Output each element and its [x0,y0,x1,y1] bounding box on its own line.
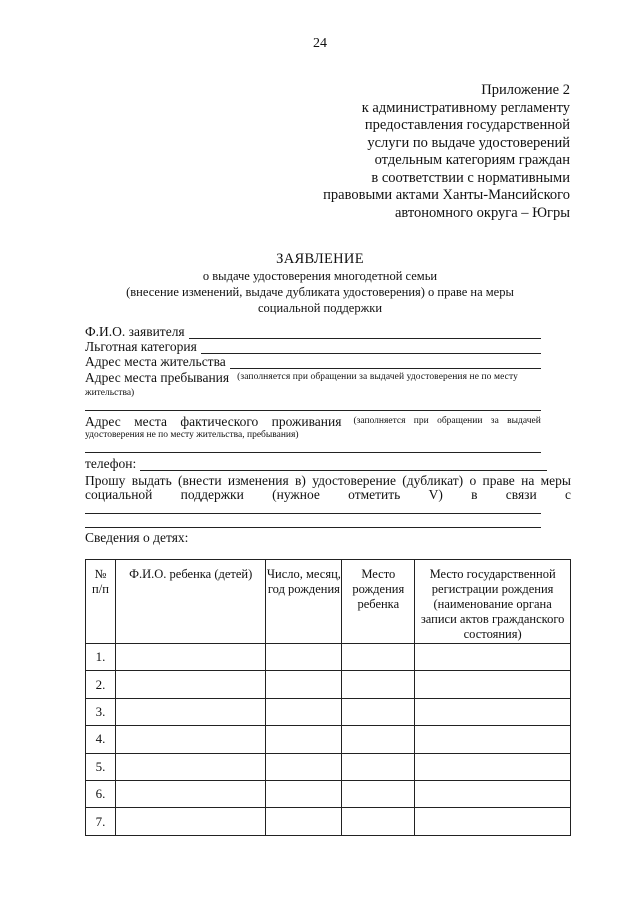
table-row [86,780,571,807]
children-section-label: Сведения о детях: [85,530,189,545]
residence-input-line[interactable] [230,356,541,369]
appendix-line: услуги по выдаче удостоверений [367,134,570,151]
cell-name[interactable] [115,808,266,835]
phone-label: телефон: [85,456,137,471]
fio-field[interactable] [85,324,541,339]
cell-registration[interactable] [415,698,571,725]
cell-birthdate[interactable] [266,726,342,753]
actual-note-continued: удостоверения не по месту жительства, пребывания) [85,430,299,440]
col-header-birthplace: Место рождения ребенка [342,560,415,644]
appendix-line: автономного округа – Югры [394,204,570,221]
title-line: о выдаче удостоверения многодетной семьи [202,269,438,283]
request-text-continued: социальной поддержки (нужное отметить V) в связи с [85,487,571,502]
table-row [86,644,571,671]
cell-registration[interactable] [415,780,571,807]
title-heading: ЗАЯВЛЕНИЕ [276,251,364,267]
row-number: 6. [86,780,116,807]
category-label: Льготная категория [85,339,197,354]
actual-input-line[interactable] [85,452,541,453]
cell-birthdate[interactable] [266,780,342,807]
table-row [86,671,571,698]
row-number: 4. [86,726,116,753]
cell-registration[interactable] [415,726,571,753]
cell-birthdate[interactable] [266,698,342,725]
stay-address-field [85,370,571,385]
cell-name[interactable] [115,726,266,753]
cell-birthdate[interactable] [266,753,342,780]
cell-registration[interactable] [415,808,571,835]
reason-input-line[interactable] [85,513,541,514]
residence-label: Адрес места жительства [85,354,226,369]
document-title [0,251,640,316]
page-number: 24 [313,36,327,51]
actual-address-field [85,414,571,429]
col-header-name: Ф.И.О. ребенка (детей) [115,560,266,644]
cell-birthdate[interactable] [266,644,342,671]
appendix-line: правовыми актами Ханты-Мансийского [323,187,570,203]
title-line: социальной поддержки [257,301,383,315]
cell-birthplace[interactable] [342,726,415,753]
row-number: 1. [86,644,116,671]
appendix-line: Приложение 2 [481,82,570,98]
fio-input-line[interactable] [189,326,541,339]
actual-label: Адрес места фактического проживания [85,414,342,429]
cell-birthplace[interactable] [342,644,415,671]
cell-birthdate[interactable] [266,671,342,698]
table-row [86,808,571,835]
col-header-number: № п/п [86,560,116,644]
cell-name[interactable] [115,671,266,698]
cell-birthplace[interactable] [342,808,415,835]
col-header-birthdate: Число, месяц, год рождения [266,560,342,644]
cell-birthdate[interactable] [266,808,342,835]
title-line: (внесение изменений, выдаче дубликата удостоверения) о праве на меры [126,285,514,299]
table-row [86,753,571,780]
row-number: 3. [86,698,116,725]
table-row [86,726,571,753]
appendix-line: отдельным категориям граждан [374,152,570,168]
appendix-line: к административному регламенту [361,99,570,116]
residence-field[interactable] [85,354,541,369]
children-table [85,559,571,836]
row-number: 2. [86,671,116,698]
stay-note: (заполняется при обращении за выдачей удостоверения не по месту [237,372,518,382]
cell-name[interactable] [115,644,266,671]
stay-input-line[interactable] [85,410,541,411]
cell-birthplace[interactable] [342,698,415,725]
cell-registration[interactable] [415,644,571,671]
table-row [86,698,571,725]
stay-note-continued: жительства) [85,388,135,398]
appendix-line: в соответствии с нормативными [371,169,570,186]
row-number: 7. [86,808,116,835]
table-header-row [86,560,571,644]
cell-birthplace[interactable] [342,780,415,807]
actual-note: (заполняется при обращении за выдачей [353,416,541,426]
cell-registration[interactable] [415,671,571,698]
appendix-header [323,82,570,222]
cell-birthplace[interactable] [342,753,415,780]
col-header-registration: Место государственной регистрации рождения (наименование органа записи актов гражданского состояния) [415,560,571,644]
category-field[interactable] [85,339,541,354]
request-text: Прошу выдать (внести изменения в) удостоверение (дубликат) о праве на меры [85,473,571,488]
category-input-line[interactable] [201,341,541,354]
fio-label: Ф.И.О. заявителя [85,324,185,339]
cell-registration[interactable] [415,753,571,780]
stay-label: Адрес места пребывания [85,370,230,385]
phone-input-line[interactable] [140,458,547,471]
cell-name[interactable] [115,698,266,725]
reason-input-line[interactable] [85,527,541,528]
appendix-line: предоставления государственной [364,117,570,133]
cell-name[interactable] [115,753,266,780]
phone-field[interactable] [85,456,547,471]
cell-birthplace[interactable] [342,671,415,698]
row-number: 5. [86,753,116,780]
cell-name[interactable] [115,780,266,807]
